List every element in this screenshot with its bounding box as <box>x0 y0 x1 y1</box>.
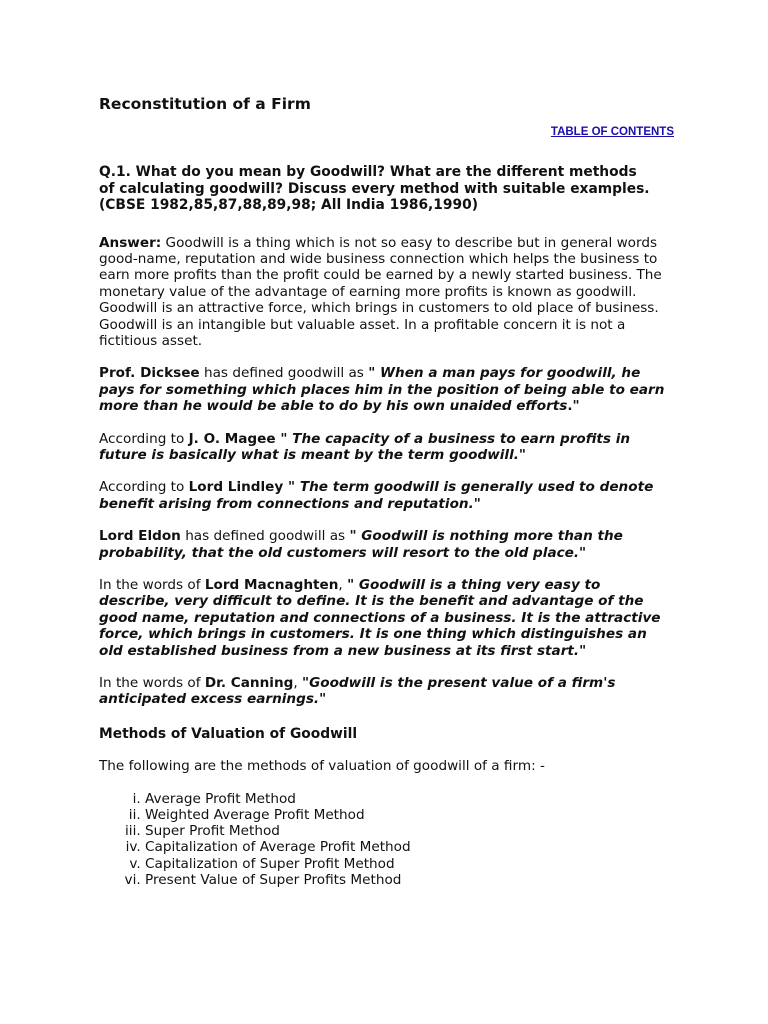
list-item: v. Capitalization of Super Profit Method <box>145 856 674 872</box>
answer-label: Answer: <box>99 234 162 251</box>
question-line: of calculating goodwill? Discuss every method with suitable examples. <box>99 180 650 197</box>
definition-quote: " When a man pays for goodwill, he pays for something which places him in the position of being able to earn more than he would be able to do by his own unaided efforts <box>99 365 665 415</box>
definition-canning: In the words of Dr. Canning, "Goodwill is the present value of a firm's anticipated excess earnings." <box>99 675 616 708</box>
table-of-contents-link[interactable]: TABLE OF CONTENTS <box>550 126 674 138</box>
definition-quote: "Goodwill is the present value of a firm's anticipated excess earnings." <box>99 675 616 708</box>
document-page <box>99 94 674 888</box>
list-item: ii. Weighted Average Profit Method <box>145 807 674 823</box>
definition-eldon: Lord Eldon has defined goodwill as " Goodwill is nothing more than the probability, that the old customers will resort to the old place." <box>99 528 623 561</box>
definition-quote: " Goodwill is a thing very easy to describe, very difficult to define. It is the benefit and advantage of the good name, reputation and connections of a business. It is the attractive force, which brings in customers. It is one thing which distinguishes an old established business from a new business at its first start." <box>99 577 661 659</box>
answer-paragraph <box>99 235 674 350</box>
list-item: vi. Present Value of Super Profits Method <box>145 872 674 888</box>
list-item: i. Average Profit Method <box>145 791 674 807</box>
definition-quote: The term goodwill is generally used to denote benefit arising from connections and reputation." <box>99 479 654 512</box>
author-name: J. O. Magee <box>188 430 276 447</box>
list-item: iii. Super Profit Method <box>145 823 674 839</box>
list-item: iv. Capitalization of Average Profit Method <box>145 839 674 855</box>
author-name: Prof. Dicksee <box>99 365 200 382</box>
author-name: Lord Macnaghten <box>204 577 339 593</box>
question <box>99 164 674 214</box>
toc-row <box>99 120 674 138</box>
definition-magee: According to J. O. Magee " The capacity of a business to earn profits in future is basically what is meant by the term goodwill." <box>99 430 631 463</box>
author-name: Lord Lindley <box>188 479 284 496</box>
question-line: (CBSE 1982,85,87,88,89,98; All India 1986,1990) <box>99 197 478 213</box>
methods-intro: The following are the methods of valuation of goodwill of a firm: - <box>99 758 545 775</box>
definition-dicksee: Prof. Dicksee has defined goodwill as " When a man pays for goodwill, he pays for something which places him in the position of being able to earn more than he would be able to do by his own unaided efforts." <box>99 365 665 415</box>
question-line: Q.1. What do you mean by Goodwill? What are the different methods <box>99 164 637 180</box>
definition-macnaghten: In the words of Lord Macnaghten, " Goodwill is a thing very easy to describe, very difficult to define. It is the benefit and advantage of the good name, reputation and connections of a business. It is the attractive force, which brings in customers. It is one thing which distinguishes an old established business from a new business at its first start." <box>99 577 661 659</box>
definition-quote: The capacity of a business to earn profits in future is basically what is meant by the term goodwill." <box>99 430 631 463</box>
author-name: Lord Eldon <box>99 528 181 545</box>
definition-lindley: According to Lord Lindley " The term goodwill is generally used to denote benefit arising from connections and reputation." <box>99 479 654 512</box>
methods-heading: Methods of Valuation of Goodwill <box>99 725 358 742</box>
definition-quote: " Goodwill is nothing more than the probability, that the old customers will resort to the old place." <box>99 528 623 561</box>
answer-text: Goodwill is a thing which is not so easy to describe but in general words good-name, reputation and wide business connection which helps the business to earn more profits than the profit could be earned by a newly started business. The monetary value of the advantage of earning more profits is known as goodwill. Goodwill is an attractive force, which brings in customers to old place of business. Goodwill is an intangible but valuable asset. In a profitable concern it is not a fictitious asset. <box>99 234 662 349</box>
methods-list <box>99 791 674 888</box>
author-name: Dr. Canning <box>204 675 294 692</box>
page-title: Reconstitution of a Firm <box>99 95 311 113</box>
